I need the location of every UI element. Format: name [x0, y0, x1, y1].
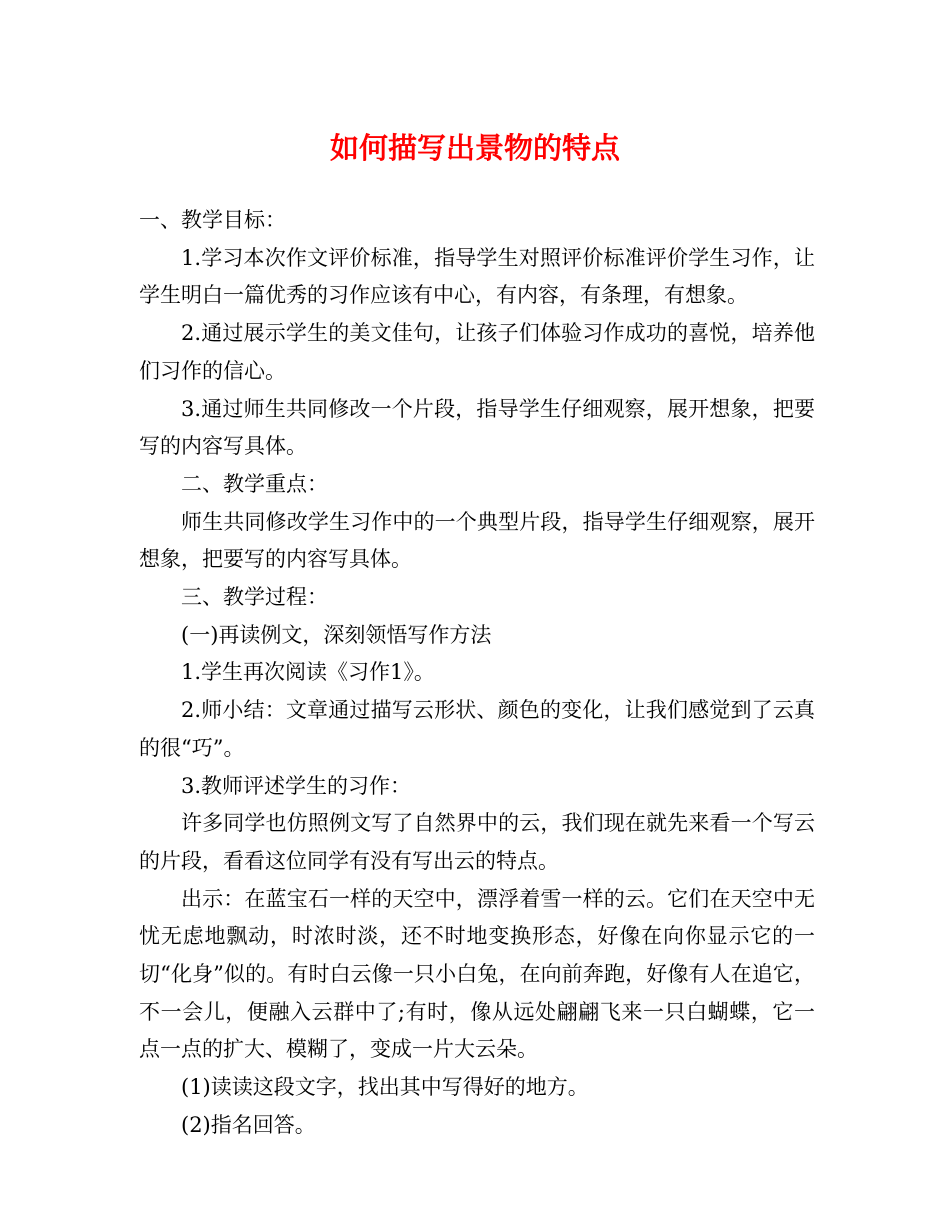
process-item-2: 2.师小结：文章通过描写云形状、颜色的变化，让我们感觉到了云真的很“巧”。	[139, 698, 815, 760]
key-points-text: 师生共同修改学生习作中的一个典型片段，指导学生仔细观察，展开想象，把要写的内容写具体。	[139, 509, 815, 572]
process-step-heading: (一)再读例文，深刻领悟写作方法	[181, 622, 492, 647]
objective-2: 2.通过展示学生的美文佳句，让孩子们体验习作成功的喜悦，培养他们习作的信心。	[139, 321, 815, 383]
sub-item-1: (1)读读这段文字，找出其中写得好的地方。	[181, 1075, 589, 1100]
document-body	[139, 202, 815, 1145]
process-item-3: 3.教师评述学生的习作：	[181, 773, 412, 798]
heading-process: 三、教学过程：	[181, 585, 328, 610]
objective-3: 3.通过师生共同修改一个片段，指导学生仔细观察，展开想象，把要写的内容写具体。	[139, 396, 815, 459]
objective-1: 1.学习本次作文评价标准，指导学生对照评价标准评价学生习作，让学生明白一篇优秀的习作应该有中心，有内容，有条理，有想象。	[139, 245, 815, 308]
heading-objectives: 一、教学目标：	[139, 208, 286, 232]
document-title: 如何描写出景物的特点	[329, 131, 620, 165]
heading-key-points: 二、教学重点：	[181, 471, 328, 496]
sample-passage: 出示：在蓝宝石一样的天空中，漂浮着雪一样的云。它们在天空中无忧无虑地飘动，时浓时淡，还不时地变换形态，好像在向你显示它的一切“化身”似的。有时白云像一只小白兔，在向前奔跑，好像有人在追它，不一会儿，便融入云群中了;有时，像从远处翩翩飞来一只白蝴蝶，它一点一点的扩大、模糊了，变成一片大云朵。	[139, 886, 815, 1062]
review-intro: 许多同学也仿照例文写了自然界中的云，我们现在就先来看一个写云的片段，看看这位同学有没有写出云的特点。	[139, 811, 815, 873]
process-item-1: 1.学生再次阅读《习作1》。	[181, 660, 435, 685]
sub-item-2: (2)指名回答。	[181, 1112, 316, 1137]
